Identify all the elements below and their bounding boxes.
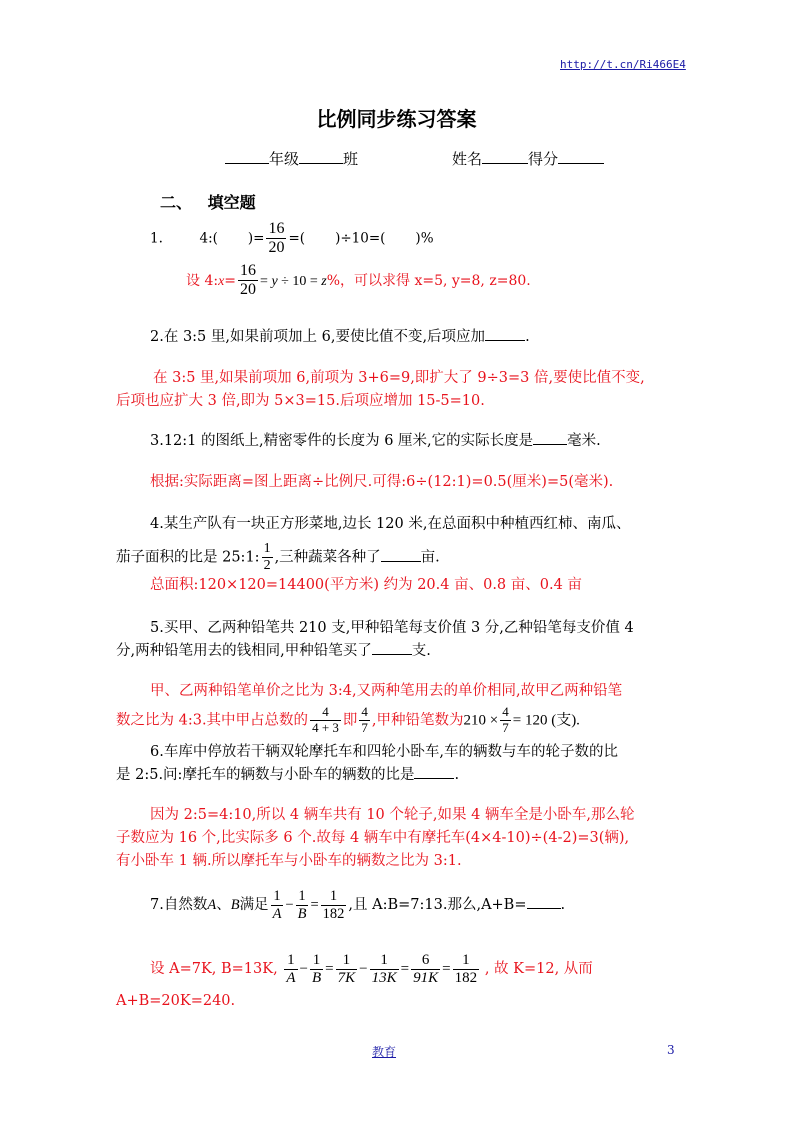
q1-answer-fraction: $\frac{16}{20}$	[240, 262, 257, 299]
page-title: 比例同步练习答案	[316, 107, 477, 131]
q7-answer-fraction-4: $\frac{1}{13K}$	[371, 952, 397, 987]
q5-fraction-b: $\frac{4}{7}$	[361, 704, 368, 735]
q1-text: =(	[288, 230, 306, 247]
q2-question: 2.在 3:5 里,如果前项加上 6,要使比值不变,后项应加 .	[150, 326, 530, 349]
q4-question: 4.某生产队有一块正方形菜地,边长 120 米,在总面积中种植西红柿、南瓜、 茄子面积的比是 25:1: $\frac{1}{2}$ ,三种蔬菜各种了 亩.	[116, 516, 631, 574]
header-url[interactable]: http://t.cn/Ri466E4	[560, 58, 686, 71]
q1-text: )%	[415, 230, 434, 247]
q6-blank[interactable]	[414, 764, 454, 779]
q3-answer: 根据:实际距离=图上距离÷比例尺.可得:6÷(12:1)=0.5(厘米)=5(毫米).	[150, 474, 614, 490]
q7-fraction-3: $\frac{1}{182}$	[322, 888, 345, 922]
page-number: 3	[667, 1043, 675, 1057]
q5-question: 5.买甲、乙两种铅笔共 210 支,甲种铅笔每支价值 3 分,乙种铅笔每支价值 4 分,两种铅笔用去的钱相同,甲种铅笔买了 支.	[116, 620, 634, 659]
q7-question: 7.自然数A、B满足 $\frac{1}{A}$ − $\frac{1}{B}$ = $\frac{1}{182}$ ,且 A:B=7:13.那么,A+B= .	[150, 888, 566, 922]
name-label: 姓名	[452, 150, 483, 168]
q5-blank[interactable]	[372, 640, 412, 655]
q1-number: 1.	[150, 230, 163, 247]
q4-blank[interactable]	[381, 547, 421, 562]
q7-answer-fraction-6: $\frac{1}{182}$	[454, 952, 478, 987]
section-heading	[160, 190, 256, 213]
q7-blank[interactable]	[527, 894, 561, 909]
score-label: 得分	[528, 150, 559, 168]
q1-fraction: $\frac{16}{20}$	[268, 220, 285, 257]
q7-answer-fraction-5: $\frac{6}{91K}$	[413, 952, 439, 987]
q4-answer: 总面积:120×120=14400(平方米) 约为 20.4 亩、0.8 亩、0.4 亩	[150, 577, 582, 593]
q7-answer-fraction-3: $\frac{1}{7K}$	[337, 952, 356, 987]
q7-answer-fraction-2: $\frac{1}{B}$	[311, 952, 322, 987]
q5-answer: 甲、乙两种铅笔单价之比为 3:4,又两种笔用去的单价相同,故甲乙两种铅笔 数之比为 4:3.其中甲占总数的 $\frac{4}{4 + 3}$ 即 $\frac{4}{7}$ ,甲种铅笔数为210 × $\frac{4}{7}$ = 120 (支).	[116, 683, 623, 735]
section-number: 二、	[160, 193, 193, 212]
q3-blank[interactable]	[533, 430, 567, 445]
student-info-right	[452, 148, 604, 169]
q2-answer: 在 3:5 里,如果前项加 6,前项为 3+6=9,即扩大了 9÷3=3 倍,要使比值不变, 后项也应扩大 3 倍,即为 5×3=15.后项应增加 15-5=10.	[116, 370, 645, 409]
footer-link[interactable]: 教育	[372, 1045, 397, 1059]
name-blank[interactable]	[482, 149, 528, 164]
grade-label: 年级	[269, 150, 300, 168]
q1-question	[150, 220, 434, 258]
q7-fraction-1: $\frac{1}{A}$	[272, 888, 282, 922]
q1-answer: 设 4:x= $\frac{16}{20}$ = y ÷ 10 = z%，可以求得 x=5, y=8, z=80.	[186, 262, 531, 299]
q2-blank[interactable]	[485, 326, 525, 341]
q7-answer-fraction-1: $\frac{1}{A}$	[286, 952, 296, 987]
q3-question: 3.12:1 的图纸上,精密零件的长度为 6 厘米,它的实际长度是 毫米.	[150, 430, 601, 453]
q7-fraction-2: $\frac{1}{B}$	[297, 888, 307, 922]
q1-text: )=	[247, 230, 265, 247]
q5-fraction-c: $\frac{4}{7}$	[502, 704, 509, 735]
q6-answer: 因为 2:5=4:10,所以 4 辆车共有 10 个轮子,如果 4 辆车全是小卧车,那么轮 子数应为 16 个,比实际多 6 个.故每 4 辆车中有摩托车(4×4-10)÷(4-2)=3(辆), 有小卧车 1 辆.所以摩托车与小卧车的辆数之比为 3:1.	[116, 807, 635, 869]
section-title: 填空题	[207, 193, 256, 212]
q1-text: )÷10=(	[335, 230, 386, 247]
q7-answer: 设 A=7K, B=13K, $\frac{1}{A}$ − $\frac{1}{B}$ = $\frac{1}{7K}$ − $\frac{1}{13K}$ = $\frac{6}{91K}$ = $\frac{1}{182}$ , 故 K=12, 从而 A+B=20K=240.	[116, 952, 593, 1009]
score-blank[interactable]	[558, 149, 604, 164]
grade-blank[interactable]	[225, 149, 269, 164]
q6-question: 6.车库中停放若干辆双轮摩托车和四轮小卧车,车的辆数与车的轮子数的比 是 2:5.问:摩托车的辆数与小卧车的辆数的比是 .	[116, 744, 618, 783]
q1-text: 4:(	[199, 230, 218, 247]
class-blank[interactable]	[299, 149, 343, 164]
class-label: 班	[343, 150, 359, 168]
student-info-line	[225, 148, 358, 169]
q5-fraction-a: $\frac{4}{4 + 3}$	[312, 704, 339, 735]
q4-fraction: $\frac{1}{2}$	[263, 541, 271, 574]
